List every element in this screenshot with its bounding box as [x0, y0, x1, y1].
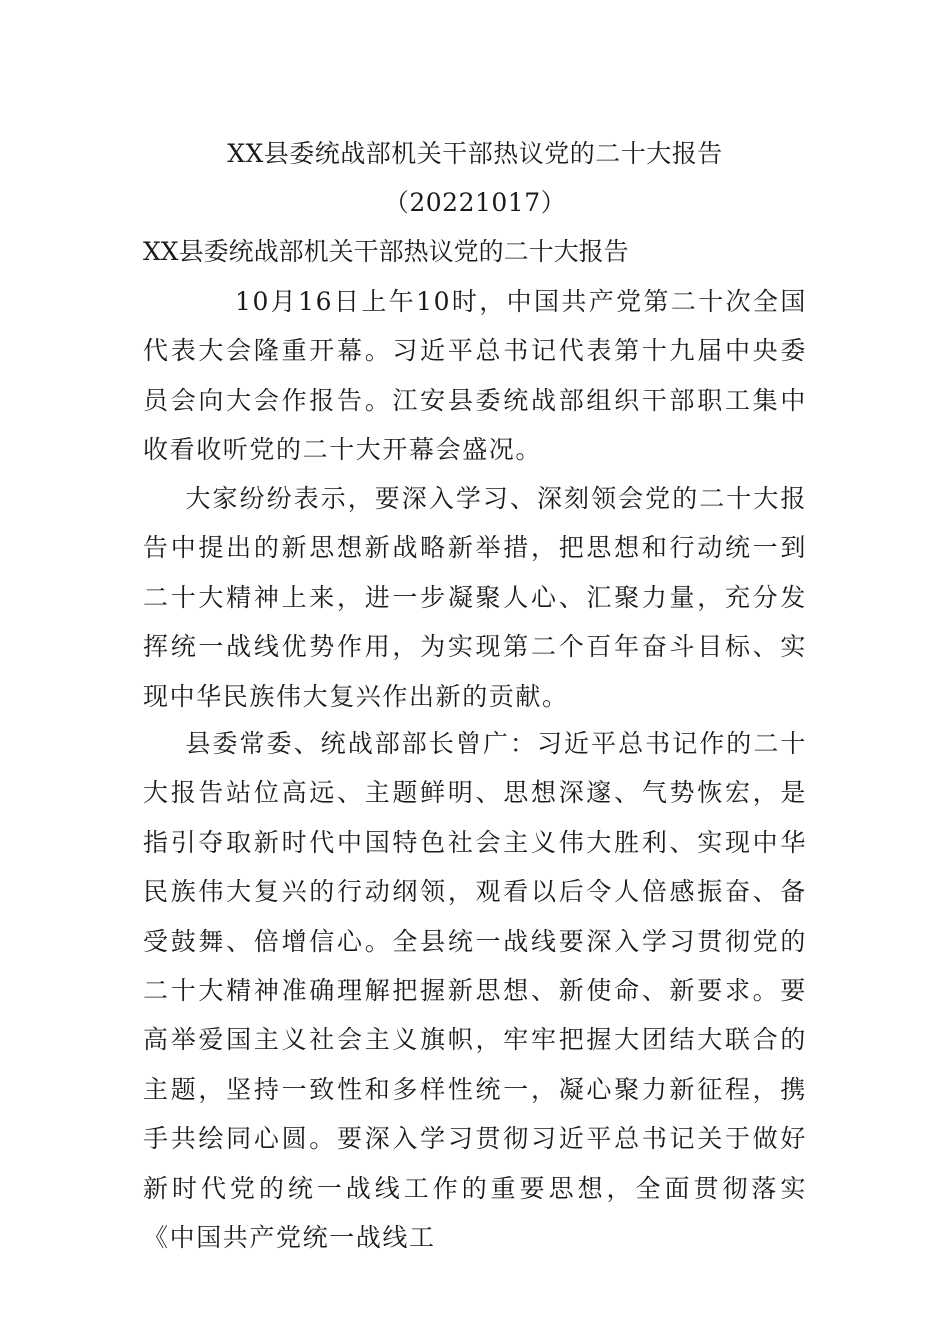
document-date: （20221017）	[383, 188, 567, 217]
document-subtitle: XX县委统战部机关干部热议党的二十大报告	[143, 237, 629, 266]
paragraph-opening	[143, 277, 807, 475]
paragraph-text: 大家纷纷表示，要深入学习、深刻领会党的二十大报告中提出的新思想新战略新举措，把思想和行动统一到二十大精神上来，进一步凝聚人心、汇聚力量，充分发挥统一战线优势作用，为实现第二个百年奋斗目标、实现中华民族伟大复兴作出新的贡献。	[143, 484, 807, 711]
paragraph-text: 县委常委、统战部部长曾广：习近平总书记作的二十大报告站位高远、主题鲜明、思想深邃、气势恢宏，是指引夺取新时代中国特色社会主义伟大胜利、实现中华民族伟大复兴的行动纲领，观看以后令人倍感振奋、备受鼓舞、倍增信心。全县统一战线要深入学习贯彻党的二十大精神准确理解把握新思想、新使命、新要求。要高举爱国主义社会主义旗帜，牢牢把握大团结大联合的主题，坚持一致性和多样性统一，凝心聚力新征程，携手共绘同心圆。要深入学习贯彻习近平总书记关于做好新时代党的统一战线工作的重要思想，全面贯彻落实《中国共产党统一战线工	[143, 729, 807, 1253]
document-title: XX县委统战部机关干部热议党的二十大报告	[227, 139, 723, 168]
paragraph-text: 10月16日上午10时，中国共产党第二十次全国代表大会隆重开幕。习近平总书记代表第十九届中央委员会向大会作报告。江安县委统战部组织干部职工集中收看收听党的二十大开幕会盛况。	[143, 287, 807, 465]
paragraph-statement	[143, 474, 807, 721]
paragraph-quote	[143, 719, 807, 1262]
